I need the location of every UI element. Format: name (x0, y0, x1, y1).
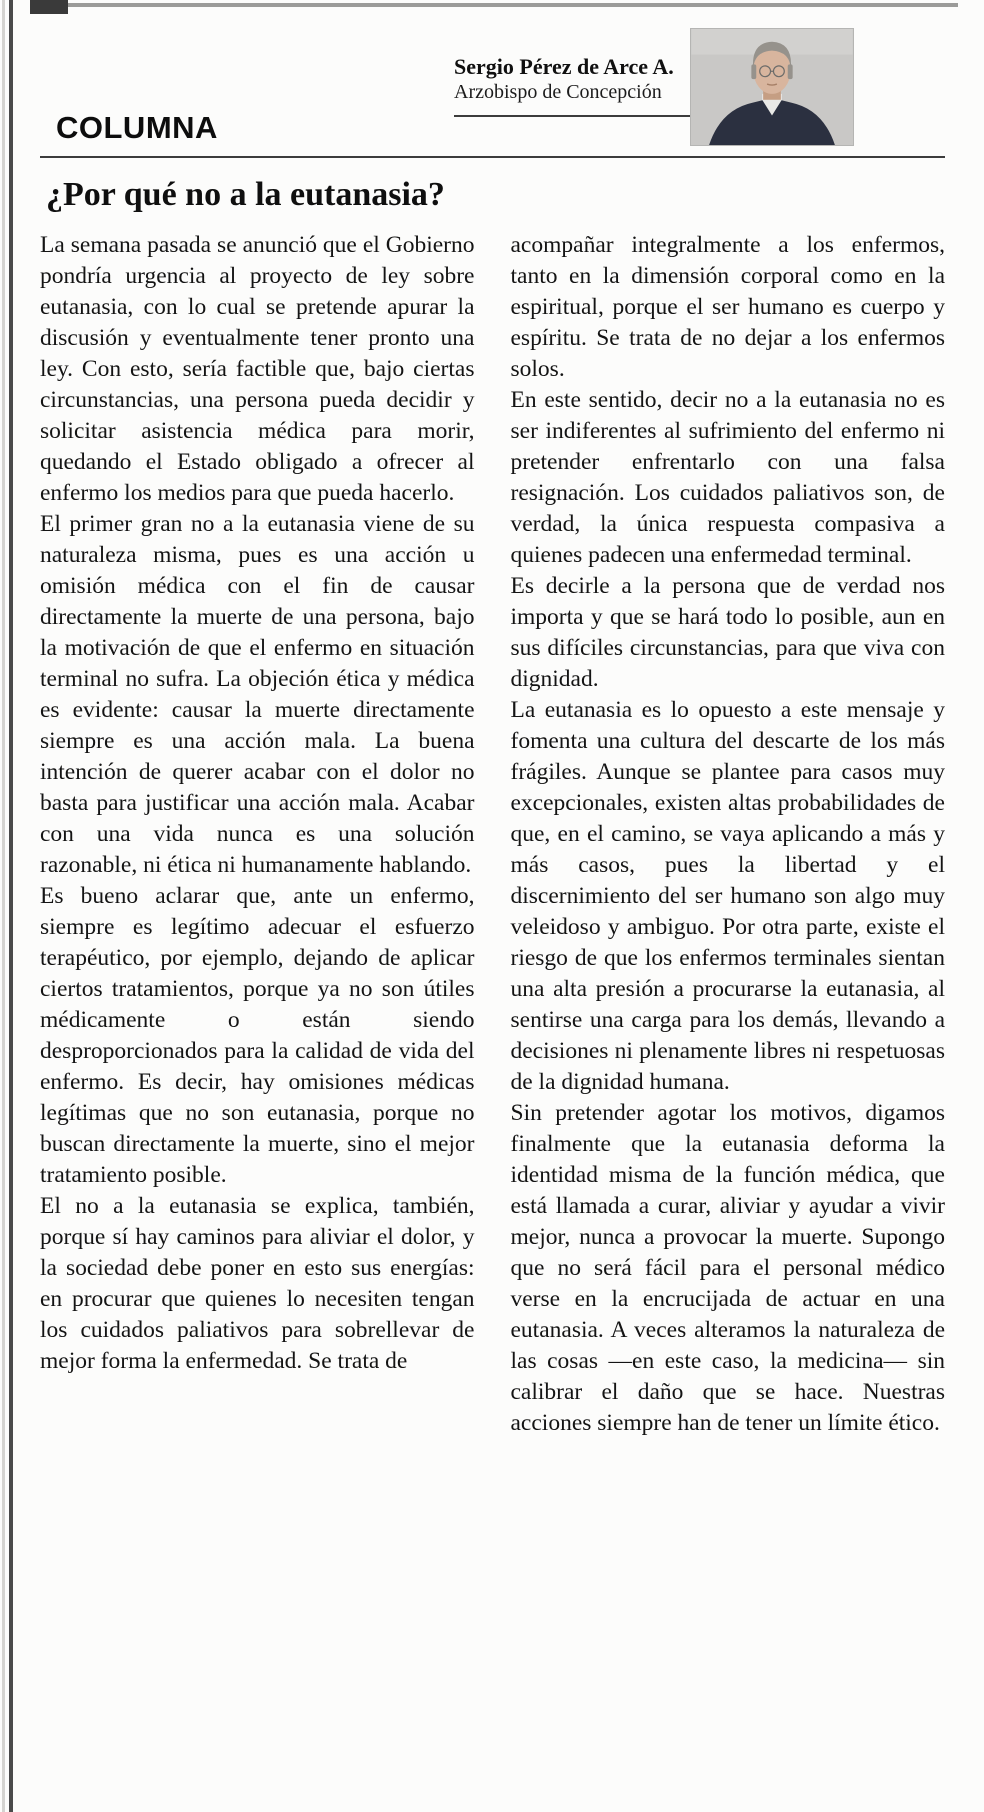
page-content (40, 28, 945, 1439)
paragraph: La semana pasada se anunció que el Gobierno pondría urgencia al proyecto de ley sobre eutanasia, con lo cual se pretende apurar la discusión y eventualmente tener pronto una ley. Con esto, sería factible que, bajo ciertas circunstancias, una persona pueda decidir y solicitar asistencia médica para morir, quedando el Estado obligado a ofrecer al enfermo los medios para que pueda hacerlo. (40, 232, 475, 506)
paragraph: En este sentido, decir no a la eutanasia no es ser indiferentes al sufrimiento del enfermo ni pretender enfrentarlo con una falsa resignación. Los cuidados paliativos son, de verdad, la única respuesta compasiva a quienes padecen una enfermedad terminal. (510, 387, 945, 568)
column-header (40, 28, 945, 150)
top-scan-strip (30, 3, 958, 7)
top-scan-mark (30, 0, 68, 14)
paragraph: Sin pretender agotar los motivos, digamos finalmente que la eutanasia deforma la identidad misma de la función médica, que está llamada a curar, aliviar y ayudar a vivir mejor, nunca a provocar la muerte. Supongo que no será fácil para el personal médico verse en la encrucijada de actuar en una eutanasia. A veces alteramos la naturaleza de las cosas —en este caso, la medicina— sin calibrar el daño que se hace. Nuestras acciones siempre han de tener un límite ético. (510, 1100, 945, 1436)
article-title: ¿Por qué no a la eutanasia? (46, 176, 445, 213)
paragraph: acompañar integralmente a los enfermos, tanto en la dimensión corporal como en la espiritual, porque el ser humano es cuerpo y espíritu. Se trata de no dejar a los enfermos solos. (510, 232, 945, 382)
article-body (40, 230, 945, 1439)
left-column (40, 230, 475, 1439)
right-column (511, 230, 946, 1439)
paragraph: El no a la eutanasia se explica, también, porque sí hay caminos para aliviar el dolor, y la sociedad debe poner en esto sus energías: en procurar que quienes lo necesiten tengan los cuidados paliativos para sobrellevar de mejor forma la enfermedad. Se trata de (40, 1193, 475, 1374)
page-edge-shadow (2, 0, 5, 1812)
header-divider (40, 156, 945, 158)
author-block (454, 54, 692, 117)
paragraph: La eutanasia es lo opuesto a este mensaje y fomenta una cultura del descarte de los más frágiles. Aunque se plantee para casos muy excepcionales, existen altas probabilidades de que, en el camino, se vaya aplicando a más y más casos, pues la libertad y el discernimiento del ser humano son algo muy veleidoso y ambiguo. Por otra parte, existe el riesgo de que los enfermos terminales sientan una alta presión a procurarse la eutanasia, al sentirse una carga para los demás, llevando a decisiones ni plenamente libres ni respetuosas de la dignidad humana. (510, 697, 945, 1095)
paragraph: Es decirle a la persona que de verdad nos importa y que se hará todo lo posible, aun en sus difíciles circunstancias, para que viva con dignidad. (510, 573, 945, 692)
page-edge-line (9, 0, 13, 1812)
section-label: COLUMNA (56, 110, 218, 145)
paragraph: Es bueno aclarar que, ante un enfermo, siempre es legítimo adecuar el esfuerzo terapéutico, por ejemplo, dejando de aplicar ciertos tratamientos, porque ya no son útiles médicamente o están siendo desproporcionados para la calidad de vida del enfermo. Es decir, hay omisiones médicas legítimas que no son eutanasia, porque no buscan directamente la muerte, sino el mejor tratamiento posible. (40, 883, 475, 1188)
author-photo (690, 28, 854, 146)
paragraph: El primer gran no a la eutanasia viene de su naturaleza misma, pues es una acción u omisión médica con el fin de causar directamente la muerte de una persona, bajo la motivación de que el enfermo en situación terminal no sufra. La objeción ética y médica es evidente: causar la muerte directamente siempre es una acción mala. La buena intención de querer acabar con el dolor no basta para justificar una acción mala. Acabar con una vida nunca es una solución razonable, ni ética ni humanamente hablando. (40, 511, 475, 878)
portrait-photo-illustration (691, 29, 853, 145)
author-title: Arzobispo de Concepción (454, 81, 662, 103)
author-name: Sergio Pérez de Arce A. (454, 54, 674, 79)
